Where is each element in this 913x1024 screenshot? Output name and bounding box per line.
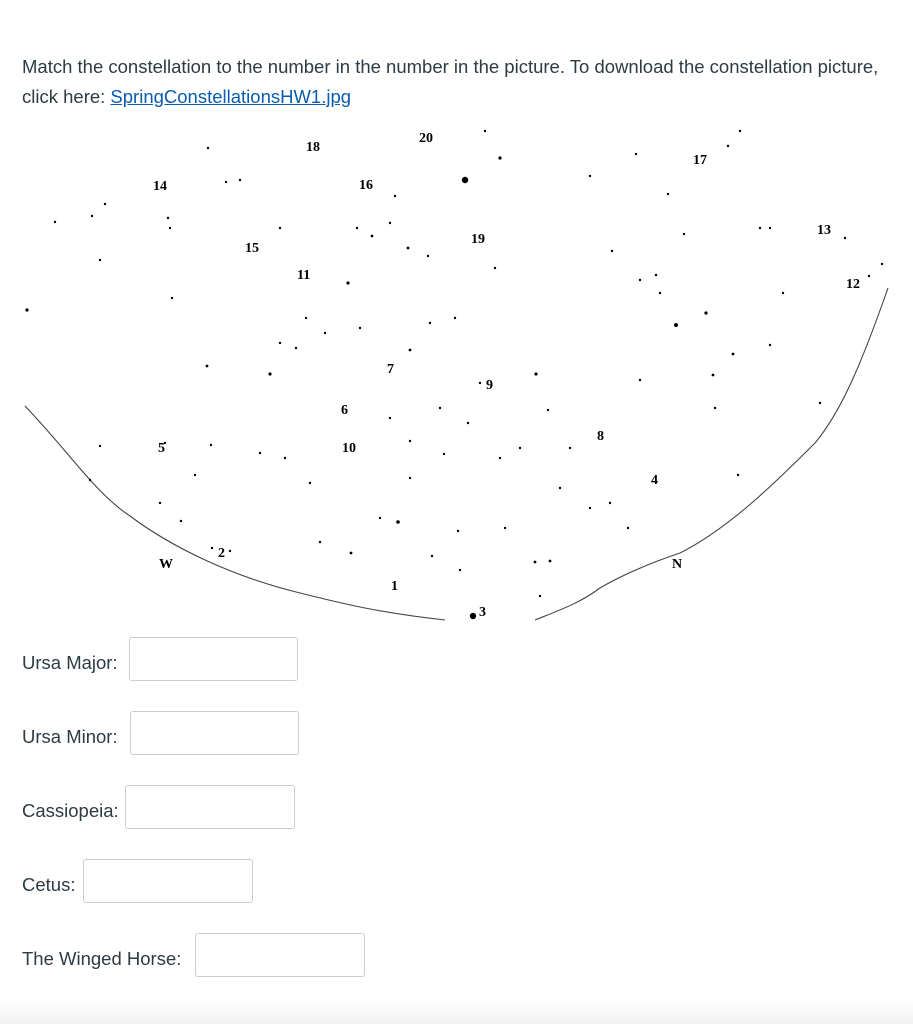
- star-label-16: 16: [359, 178, 373, 193]
- star-numbers: [153, 131, 860, 620]
- star-label-14: 14: [153, 179, 167, 194]
- download-link[interactable]: SpringConstellationsHW1.jpg: [110, 86, 352, 107]
- question-prompt: [22, 52, 892, 112]
- winged-horse-label: The Winged Horse:: [22, 948, 182, 969]
- star-label-12: 12: [846, 277, 860, 292]
- star-label-13: 13: [817, 223, 831, 238]
- winged-horse-input[interactable]: [195, 933, 365, 977]
- ursa-minor-label: Ursa Minor:: [22, 726, 118, 747]
- star-chart: [0, 118, 913, 630]
- cassiopeia-input[interactable]: [125, 785, 295, 829]
- star-label-15: 15: [245, 241, 259, 256]
- ursa-major-label: Ursa Major:: [22, 652, 118, 673]
- star-label-18: 18: [306, 140, 320, 155]
- star-label-17: 17: [693, 153, 707, 168]
- cetus-input[interactable]: [83, 859, 253, 903]
- horizon-line: [25, 406, 445, 620]
- direction-north: N: [672, 557, 683, 572]
- star-label-3: 3: [479, 605, 486, 620]
- stars: [25, 130, 883, 619]
- direction-west: W: [159, 557, 173, 572]
- star-label-20: 20: [419, 131, 433, 146]
- star-label-8: 8: [597, 429, 604, 444]
- star-label-5: 5: [158, 441, 165, 456]
- star-label-19: 19: [471, 232, 485, 247]
- page-bottom-divider: [0, 1000, 913, 1024]
- ursa-major-input[interactable]: [129, 637, 298, 681]
- star-label-9: 9: [486, 378, 493, 393]
- cassiopeia-label: Cassiopeia:: [22, 800, 119, 821]
- prompt-text: Match the constellation to the number in the number in the picture. To download the constellation picture, click here:: [22, 56, 879, 107]
- cetus-label: Cetus:: [22, 874, 76, 895]
- star-label-10: 10: [342, 441, 356, 456]
- star-label-1: 1: [391, 579, 398, 594]
- star-label-4: 4: [651, 473, 658, 488]
- star-label-2: 2: [218, 546, 225, 561]
- star-label-6: 6: [341, 403, 348, 418]
- horizon-line-east: [535, 288, 888, 620]
- star-label-7: 7: [387, 362, 394, 377]
- star-label-11: 11: [297, 268, 311, 283]
- ursa-minor-input[interactable]: [130, 711, 299, 755]
